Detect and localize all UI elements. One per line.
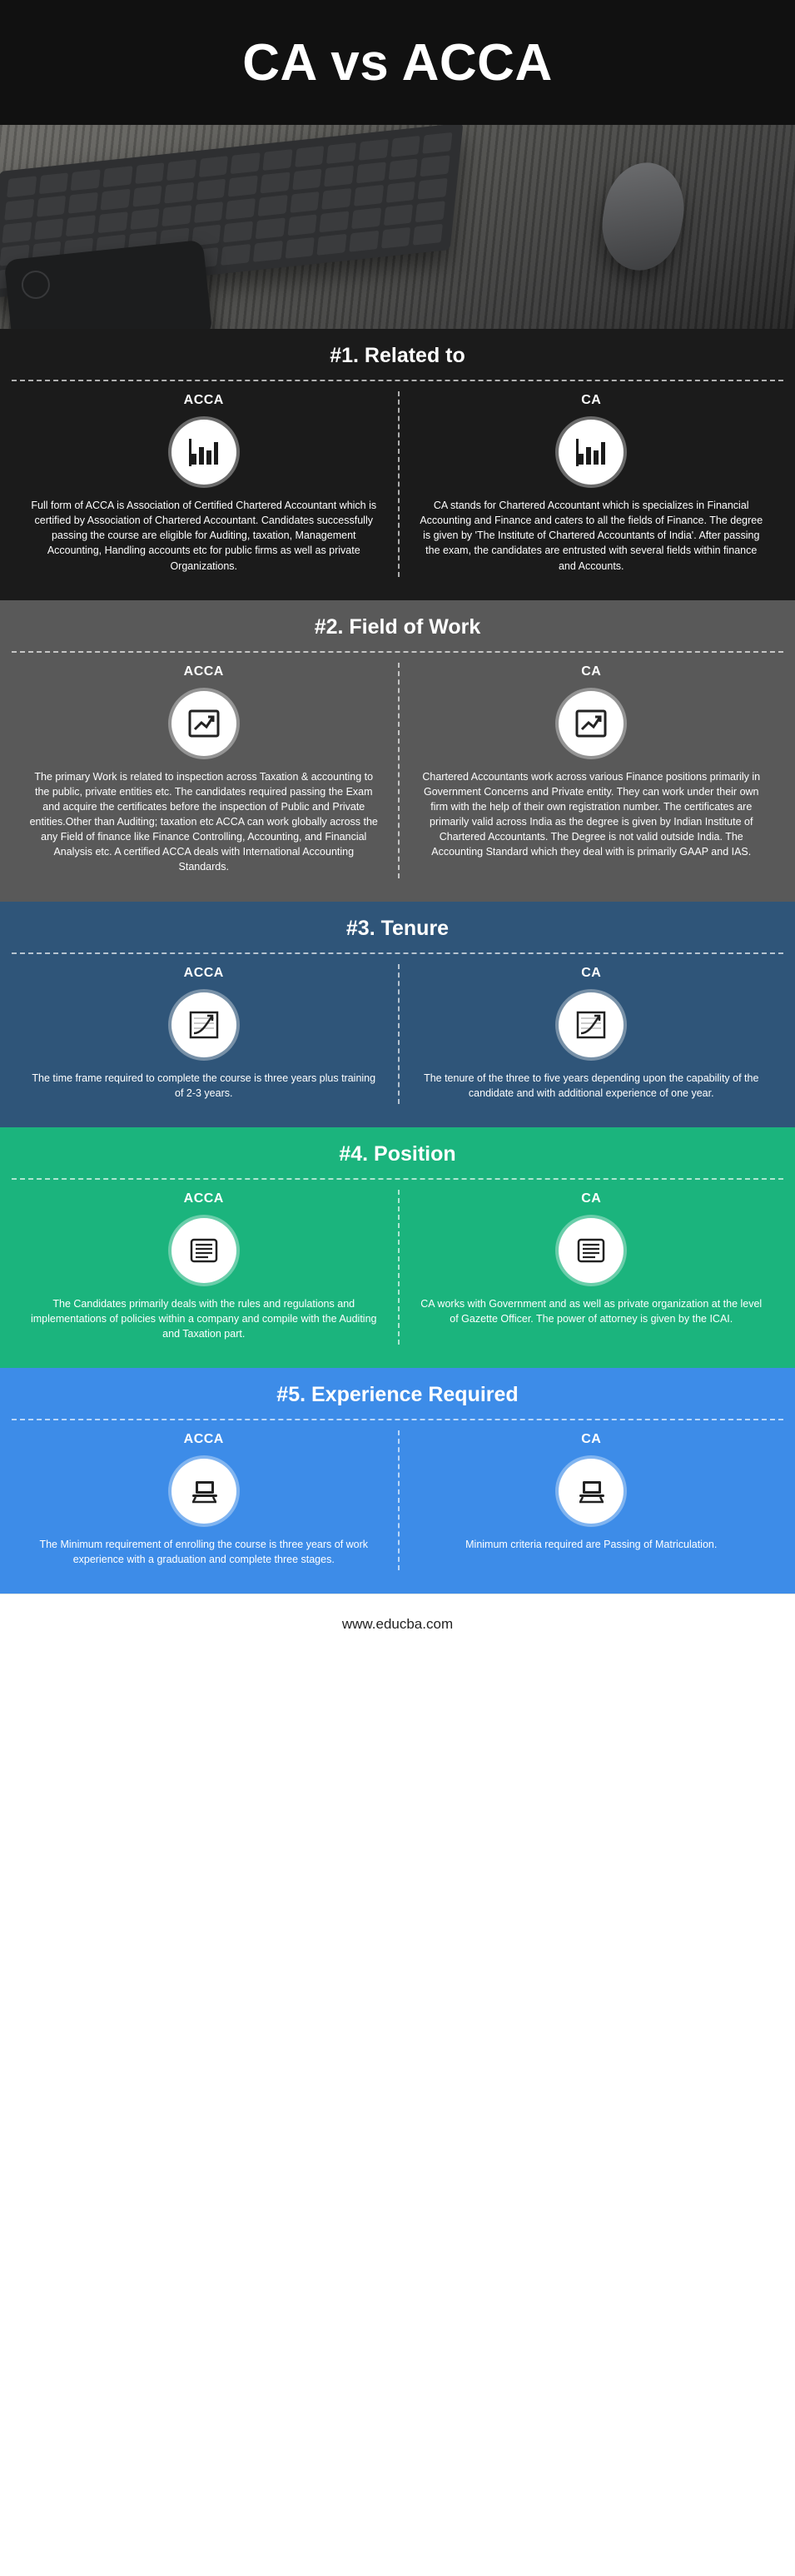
growth-graph-icon bbox=[559, 992, 624, 1057]
column-text-acca: The Candidates primarily deals with the rules and regulations and implementations of policies within a company and compile with the Auditing and Taxation part. bbox=[30, 1297, 377, 1340]
section-heading: #5. Experience Required bbox=[276, 1383, 519, 1407]
laptop-desk-icon bbox=[559, 1459, 624, 1524]
column-acca bbox=[10, 659, 398, 875]
column-acca bbox=[10, 1186, 398, 1341]
section-experience-required bbox=[0, 1368, 795, 1594]
column-ca bbox=[398, 1427, 786, 1567]
column-text-acca: The primary Work is related to inspection across Taxation & accounting to the public, private entities etc. The candidates required passing the Exam and acquire the certificates before the inspection of Public and Private entities.Other than Auditing; taxation etc ACCA can work globally across the any Field of finance like Finance Controlling, Accounting, and Financial Analysis etc. A certified ACCA deals with International Accounting Standards. bbox=[29, 770, 378, 873]
column-separator bbox=[398, 1190, 400, 1345]
section-heading: #2. Field of Work bbox=[314, 614, 481, 639]
column-text-ca: CA stands for Chartered Accountant which is specializes in Financial Accounting and Finance and caters to all the fields of Finance. The degree is given by 'The Institute of Chartered Accountants of India'. After passing the exam, the candidates are entrusted with several fields within finance and Accounts. bbox=[420, 500, 763, 572]
title-bar bbox=[0, 0, 795, 125]
comparison-columns bbox=[0, 1186, 795, 1360]
comparison-columns bbox=[0, 659, 795, 893]
section-heading: #4. Position bbox=[339, 1141, 456, 1166]
page-title: CA vs ACCA bbox=[242, 33, 553, 92]
column-acca bbox=[10, 1427, 398, 1567]
section-field-of-work bbox=[0, 600, 795, 902]
section-divider bbox=[12, 380, 783, 381]
section-divider bbox=[12, 952, 783, 954]
column-ca bbox=[398, 659, 786, 875]
comparison-columns bbox=[0, 388, 795, 592]
document-lines-icon bbox=[171, 1218, 236, 1283]
column-label-ca: CA bbox=[581, 664, 602, 679]
laptop-desk-icon bbox=[171, 1459, 236, 1524]
section-divider bbox=[12, 1419, 783, 1420]
column-separator bbox=[398, 964, 400, 1104]
column-ca bbox=[398, 388, 786, 574]
site-url-link[interactable]: www.educba.com bbox=[341, 1615, 454, 1632]
hero-image bbox=[0, 125, 795, 329]
comparison-columns bbox=[0, 961, 795, 1119]
section-related-to bbox=[0, 329, 795, 600]
column-separator bbox=[398, 663, 400, 878]
column-separator bbox=[398, 391, 400, 577]
footer bbox=[0, 1594, 795, 1654]
column-label-acca: ACCA bbox=[183, 393, 224, 407]
column-label-acca: ACCA bbox=[183, 1432, 224, 1447]
comparison-columns bbox=[0, 1427, 795, 1585]
column-label-ca: CA bbox=[581, 393, 602, 407]
column-acca bbox=[10, 388, 398, 574]
section-position bbox=[0, 1127, 795, 1368]
section-heading: #3. Tenure bbox=[345, 916, 450, 940]
column-text-acca: The Minimum requirement of enrolling the course is three years of work experience with a graduation and complete three stages. bbox=[39, 1539, 369, 1566]
bar-chart-icon bbox=[559, 420, 624, 485]
section-tenure bbox=[0, 902, 795, 1127]
column-text-ca: Chartered Accountants work across various Finance positions primarily in Government Concerns and Private entity. They can work under their own firm with the help of their own registration number. The certificates are primarily valid across India as the degree is given by Indian Institute of Chartered Accountants. The Degree is not valid outside India. The Accounting Standard which they deal with is primarily GAAP and IAS. bbox=[422, 770, 761, 858]
column-text-ca: CA works with Government and as well as private organization at the level of Gazette Officer. The power of attorney is given by the ICAI. bbox=[420, 1297, 763, 1325]
column-label-acca: ACCA bbox=[183, 1191, 224, 1206]
column-label-acca: ACCA bbox=[183, 664, 224, 679]
column-ca bbox=[398, 961, 786, 1101]
growth-graph-icon bbox=[171, 992, 236, 1057]
column-text-ca: Minimum criteria required are Passing of Matriculation. bbox=[465, 1539, 718, 1551]
section-divider bbox=[12, 651, 783, 653]
trend-up-icon bbox=[559, 691, 624, 756]
trend-up-icon bbox=[171, 691, 236, 756]
column-text-acca: The time frame required to complete the course is three years plus training of 2-3 years. bbox=[32, 1072, 376, 1099]
bar-chart-icon bbox=[171, 420, 236, 485]
column-label-ca: CA bbox=[581, 965, 602, 980]
section-heading: #1. Related to bbox=[330, 344, 465, 367]
column-ca bbox=[398, 1186, 786, 1341]
section-divider bbox=[12, 1178, 783, 1180]
column-label-ca: CA bbox=[581, 1432, 602, 1447]
column-label-ca: CA bbox=[581, 1191, 602, 1206]
column-acca bbox=[10, 961, 398, 1101]
column-text-acca: Full form of ACCA is Association of Certified Chartered Accountant which is certified by Association of Chartered Accountant. Candidates successfully passing the course are eligible for Auditing, taxation, Management Accounting, Handling accounts etc for public firms as well as private Organizations. bbox=[31, 500, 377, 572]
column-text-ca: The tenure of the three to five years depending upon the capability of the candidate and with additional experience of one year. bbox=[424, 1072, 759, 1099]
column-label-acca: ACCA bbox=[183, 965, 224, 980]
document-lines-icon bbox=[559, 1218, 624, 1283]
column-separator bbox=[398, 1430, 400, 1570]
